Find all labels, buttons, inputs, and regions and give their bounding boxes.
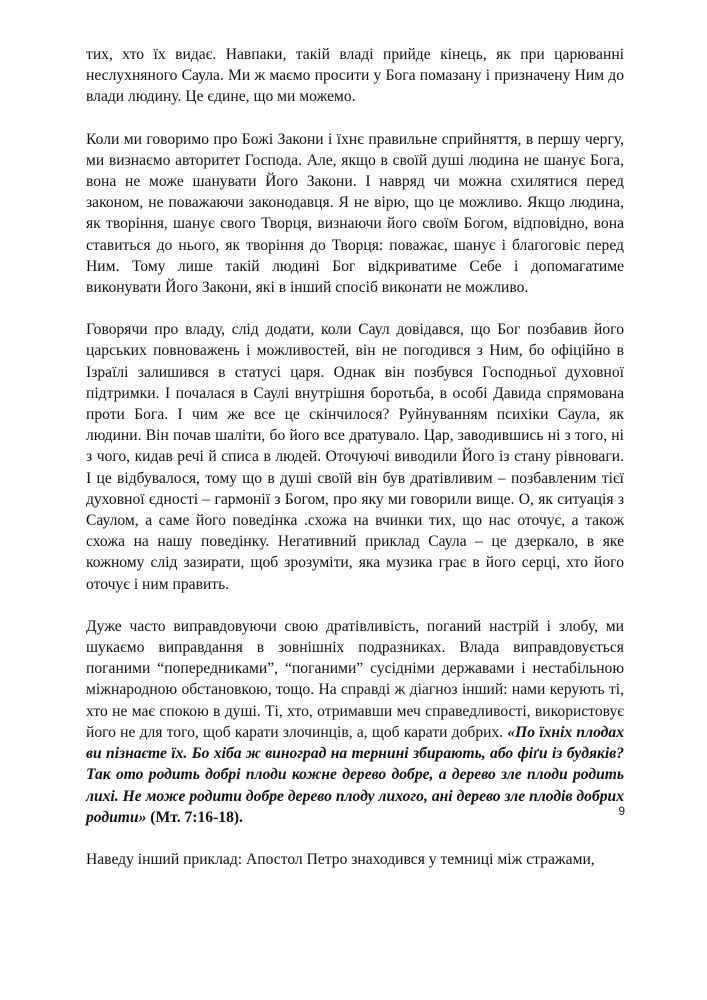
paragraph-2: Коли ми говоримо про Божі Закони і їхнє правильне сприйняття, в першу чергу, ми визнаємо авторитет Господа. Але, якщо в своїй душі людина не шанує Бога, вона не може шанувати Його Закони. І навряд чи можна схилятися перед законом, не поважаючи законодавця. Я не вірю, що це можливо. Якщо людина, як творіння, шанує свого Творця, визнаючи його своїм Богом, відповідно, вона ставиться до нього, як творіння до Творця: поважає, шанує і благоговіє перед Ним. Тому лише такій людині Бог відкриватиме Себе і допомагатиме виконувати Його Закони, які в інший спосіб виконати не можливо. [86, 130, 624, 297]
paragraph-3: Говорячи про владу, слід додати, коли Саул довідався, що Бог позбавив його царських повноважень і можливостей, він не погодився з Ним, бо офіційно в Ізраїлі залишився в статусі царя. Однак він позбувся Господньої духовної підтримки. І почалася в Саулі внутрішня боротьба, в особі Давида спрямована проти Бога. І чим же все це скінчилося? Руйнуванням психіки Саула, як людини. Він почав шаліти, бо його все дратувало. Цар, заводившись ні з того, ні з чого, кидав речі й списа в людей. Оточуючі виводили Його із стану рівноваги. І це відбувалося, тому що в душі своїй він був дратівливим – позбавленим тієї духовної єдності – гармонії з Богом, про яку ми говорили вище. О, як ситуація з Саулом, а саме його поведінка .схожа на вчинки тих, що нас оточує, а також схожа на нашу поведінку. Негативний приклад Саула – це дзеркало, в яке кожному слід зазирати, щоб зрозуміти, яка музика грає в його серці, хто його оточує і ним править. [86, 321, 624, 593]
page-number: 9 [618, 804, 625, 818]
scripture-reference: (Мт. 7:16-18). [146, 808, 243, 826]
paragraph-1: тих, хто їх видає. Навпаки, такій владі прийде кінець, як при царюванні неслухняного Саула. Ми ж маємо просити у Бога помазану і призначену Ним до влади людину. Це єдине, що ми можемо. [86, 46, 624, 106]
document-page [86, 44, 624, 891]
paragraph-5: Наведу інший приклад: Апостол Петро знаходився у темниці між стражами, [86, 850, 595, 868]
paragraph-4-text: Дуже часто виправдовуючи свою дратівливість, поганий настрій і злобу, ми шукаємо виправдання в зовнішніх подразниках. Влада виправдовується поганими “попередниками”, “поганими” сусідніми державами і нестабільною міжнародною обстановкою, тощо. На справді ж діагноз інший: нами керують ті, хто не має спокою в душі. Ті, хто, отримавши меч справедливості, використовує його не для того, щоб карати злочинців, а, щоб карати добрих. [86, 617, 624, 741]
scripture-quote: «По їхніх плодах ви пізнаєте їх. Бо хіба ж виноград на тернині збирають, або фіґи із будяків? Так ото родить добрі плоди кожне дерево добре, а дерево зле плоди родить лихі. Не може родити добре дерево плоду лихого, ані дерево зле плодів добрих родити» [86, 723, 624, 826]
paragraph-4 [86, 616, 624, 828]
